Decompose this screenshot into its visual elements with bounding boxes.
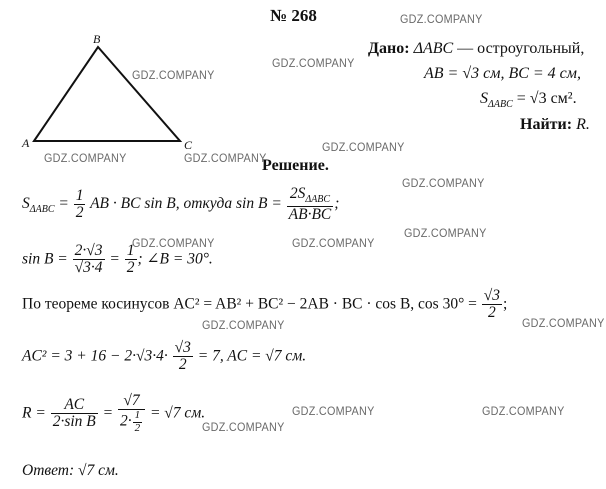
formula-ac <box>22 340 306 374</box>
find-label: Найти: <box>520 116 573 133</box>
triangle-figure <box>0 0 260 160</box>
f5-fraction-1: $\frac{AC}{\text{2·sin B}}$ <box>52 395 96 431</box>
find-value: R. <box>576 116 590 133</box>
f1-mid: AB · BC sin B, откуда sin B = <box>90 195 282 212</box>
f2-lhs: sin B = <box>22 250 68 268</box>
f1-sub: ΔABC <box>29 204 55 216</box>
given-area-sub: ΔABC <box>488 99 513 111</box>
formula-cosine-theorem <box>22 288 507 322</box>
triangle-abc <box>34 47 180 141</box>
f2-eq: = <box>109 250 120 268</box>
f4-tail: = 7, AC = √7 см. <box>197 347 307 365</box>
given-label: Дано: <box>368 40 410 57</box>
f2-tail: ; ∠B = 30°. <box>137 250 213 268</box>
answer-label: Ответ: <box>22 462 75 479</box>
f1-tail: ; <box>334 195 340 212</box>
watermark: GDZ.COMPANY <box>44 151 127 165</box>
given-acute: — остроугольный, <box>457 40 585 57</box>
f1-fraction: $\frac{2S_{\Delta ABC}}{AB\cdot BC}$ <box>288 185 332 223</box>
answer-value: √7 см. <box>78 462 119 479</box>
watermark: GDZ.COMPANY <box>132 68 215 82</box>
f1-eq: = <box>58 195 69 212</box>
answer-line <box>22 462 119 480</box>
given-area-symbol: S <box>480 90 488 107</box>
f2-fraction: $\frac{2\cdot√3}{√3\cdot 4}$ <box>74 242 103 277</box>
f4-fraction: $\frac{√3}{2}$ <box>174 339 191 374</box>
f3-tail: ; <box>503 295 508 313</box>
f4-text: AC² = 3 + 16 − 2·√3·4· <box>22 347 168 365</box>
watermark: GDZ.COMPANY <box>322 140 405 154</box>
watermark: GDZ.COMPANY <box>272 56 355 70</box>
solution-title: Решение. <box>262 157 329 174</box>
f5-eq: = <box>102 404 114 422</box>
given-area-value: = √3 см². <box>516 90 577 107</box>
given-line-3 <box>480 90 577 110</box>
given-line-1 <box>368 40 584 58</box>
f2-half: $\frac{1}{2}$ <box>126 242 135 277</box>
vertex-label-b: B <box>93 32 101 46</box>
vertex-label-c: C <box>184 138 193 152</box>
watermark: GDZ.COMPANY <box>404 226 487 240</box>
find-line <box>520 116 590 134</box>
formula-radius <box>22 393 205 434</box>
watermark: GDZ.COMPANY <box>522 316 605 330</box>
watermark: GDZ.COMPANY <box>400 12 483 26</box>
f3-fraction: $\frac{√3}{2}$ <box>483 287 501 322</box>
watermark: GDZ.COMPANY <box>402 176 485 190</box>
vertex-label-a: A <box>22 136 30 150</box>
watermark: GDZ.COMPANY <box>132 236 215 250</box>
f1-half: $\frac{1}{2}$ <box>75 186 84 221</box>
watermark: GDZ.COMPANY <box>292 236 375 250</box>
watermark: GDZ.COMPANY <box>482 404 565 418</box>
formula-area <box>22 186 339 223</box>
watermark: GDZ.COMPANY <box>184 151 267 165</box>
f5-tail: = √7 см. <box>149 404 206 422</box>
given-triangle: ΔABC <box>413 40 454 57</box>
watermark: GDZ.COMPANY <box>202 318 285 332</box>
watermark: GDZ.COMPANY <box>292 404 375 418</box>
f3-text: По теореме косинусов AC² = AB² + BC² − 2AB · BC · cos B, cos 30° = <box>22 295 477 313</box>
f5-lhs: R = <box>22 404 46 422</box>
f5-fraction-2: √7 2· $\frac{1}{2}$ <box>118 393 145 434</box>
watermark: GDZ.COMPANY <box>202 420 285 434</box>
given-line-2: AB = √3 см, BC = 4 см, <box>424 65 581 82</box>
problem-number: № 268 <box>270 6 317 25</box>
f1-s: S <box>22 195 30 212</box>
